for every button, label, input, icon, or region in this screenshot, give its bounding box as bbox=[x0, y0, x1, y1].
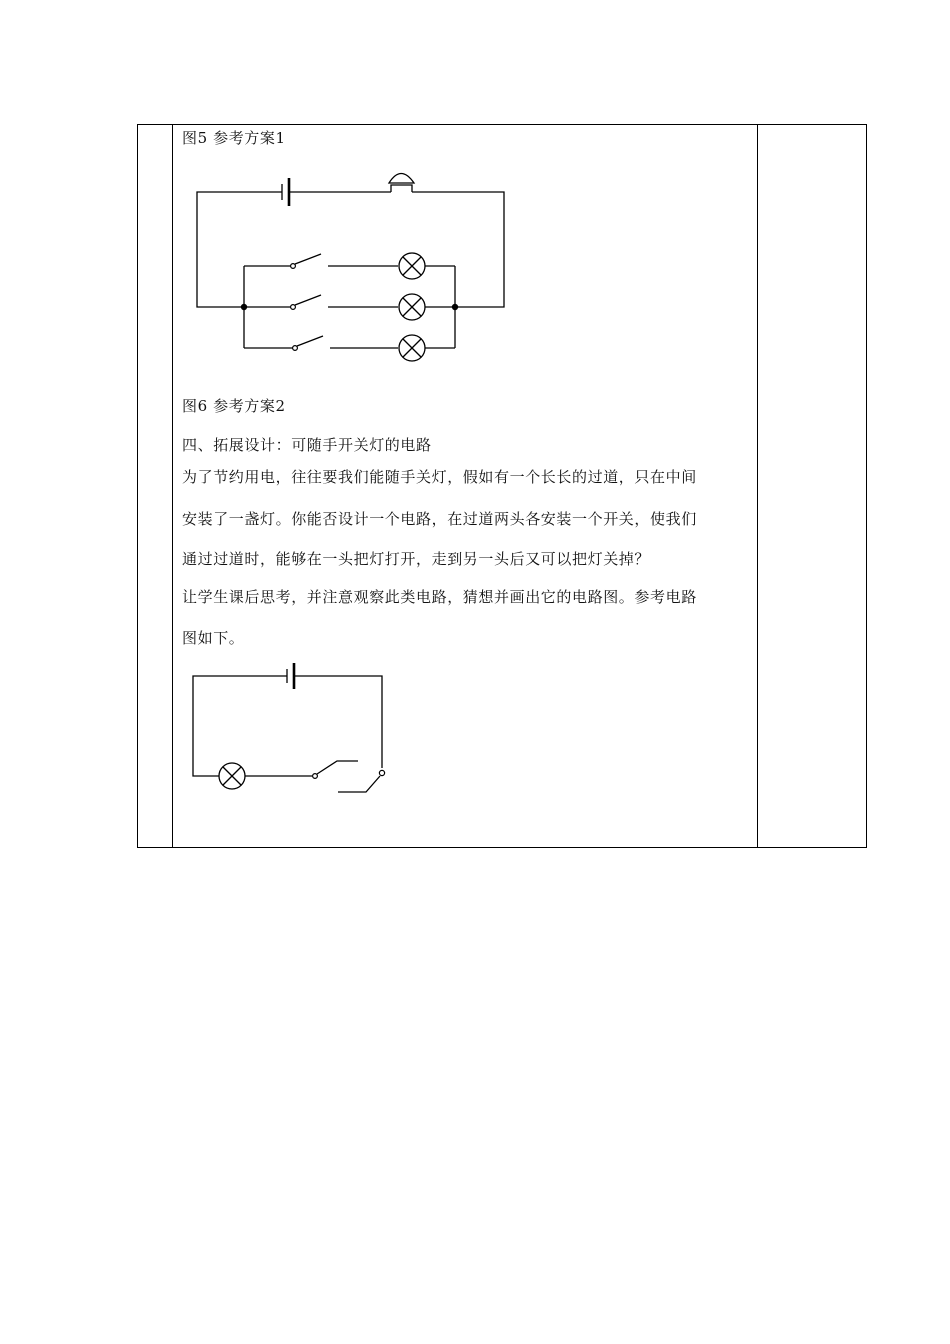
table-column-divider-left bbox=[172, 125, 173, 847]
paragraph-line: 让学生课后思考，并注意观察此类电路，猜想并画出它的电路图。参考电路 bbox=[182, 588, 697, 606]
branch-2 bbox=[244, 294, 455, 320]
battery-icon bbox=[282, 178, 289, 206]
switch-icon bbox=[291, 305, 296, 310]
parallel-circuit-diagram bbox=[180, 160, 520, 375]
lamp-icon bbox=[219, 763, 245, 789]
paragraph-line: 安装了一盏灯。你能否设计一个电路，在过道两头各安装一个开关，使我们 bbox=[182, 510, 697, 528]
branch-3 bbox=[244, 335, 455, 361]
table-column-divider-right bbox=[757, 125, 758, 847]
paragraph-line: 为了节约用电，往往要我们能随手关灯，假如有一个长长的过道，只在中间 bbox=[182, 468, 697, 486]
branch-1 bbox=[244, 253, 455, 279]
bell-icon bbox=[389, 174, 414, 193]
two-way-switch-circuit-diagram bbox=[180, 660, 400, 800]
figure-5-caption: 图5 参考方案1 bbox=[182, 129, 286, 147]
paragraph-line: 图如下。 bbox=[182, 629, 245, 647]
switch-icon bbox=[293, 346, 298, 351]
switch-icon bbox=[313, 761, 358, 778]
switch-icon bbox=[338, 770, 385, 792]
figure-6-caption: 图6 参考方案2 bbox=[182, 397, 286, 415]
switch-icon bbox=[291, 264, 296, 269]
battery-icon bbox=[287, 663, 294, 689]
paragraph-line: 通过过道时，能够在一头把灯打开，走到另一头后又可以把灯关掉？ bbox=[182, 550, 651, 568]
section-heading: 四、拓展设计：可随手开关灯的电路 bbox=[182, 436, 432, 454]
